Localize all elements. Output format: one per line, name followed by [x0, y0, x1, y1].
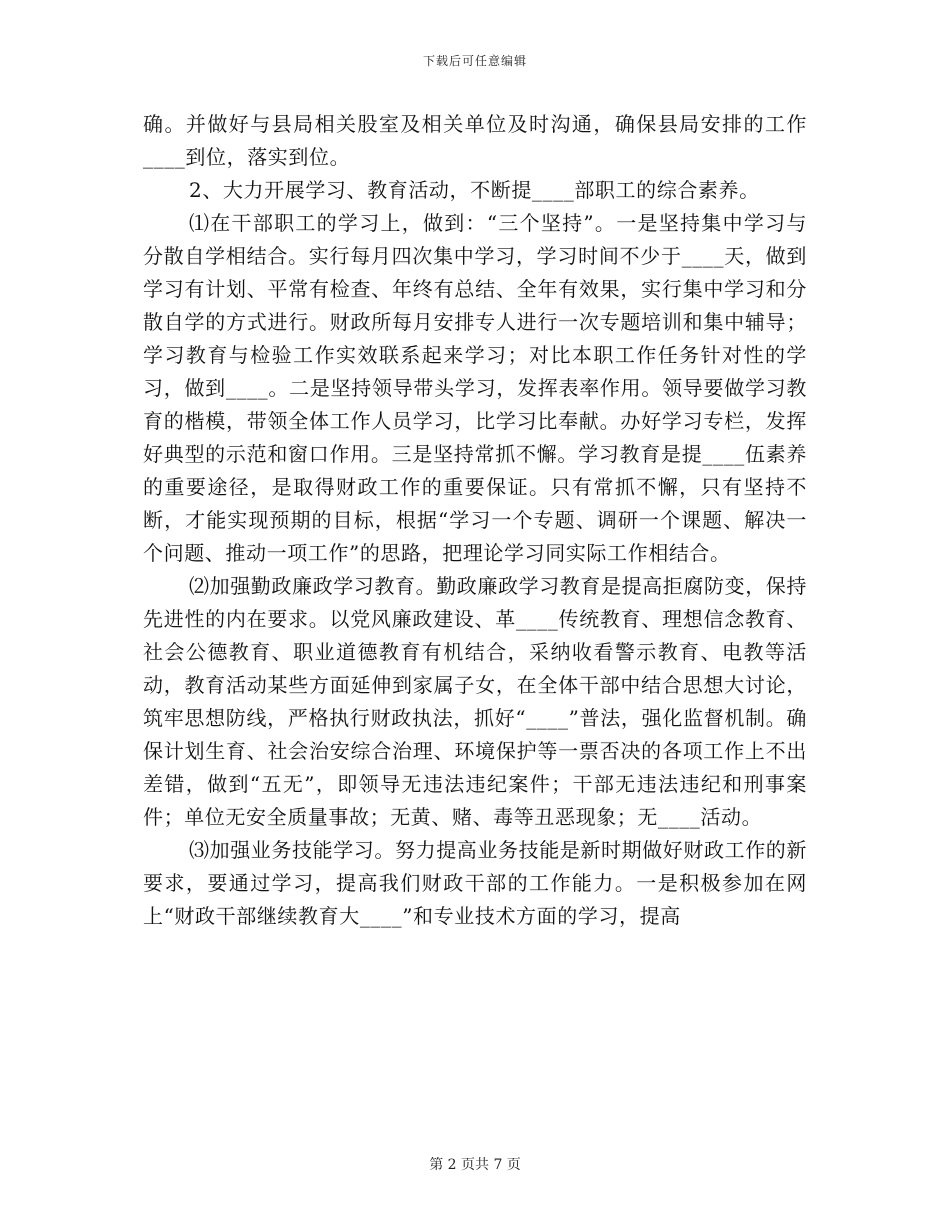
paragraph-item-2: ⑵加强勤政廉政学习教育。勤政廉政学习教育是提高拒腐防变，保持先进性的内在要求。以党风廉政建设、革____传统教育、理想信念教育、社会公德教育、职业道德教育有机结合，采纳收看警示教育、电教等活动，教育活动某些方面延伸到家属子女，在全体干部中结合思想大讨论，筑牢思想防线，严格执行财政执法，抓好“____”普法，强化监督机制。确保计划生育、社会治安综合治理、环境保护等一票否决的各项工作上不出差错，做到“五无”，即领导无违法违纪案件；干部无违法违纪和刑事案件；单位无安全质量事故；无黄、赌、毒等丑恶现象；无____活动。	[143, 574, 807, 829]
paragraph-section-2: 2、大力开展学习、教育活动，不断提____部职工的综合素养。	[189, 178, 760, 202]
page-header: 下载后可任意编辑	[422, 54, 527, 68]
page-number: 第 2 页共 7 页	[429, 1157, 521, 1173]
paragraph-item-3: ⑶加强业务技能学习。努力提高业务技能是新时期做好财政工作的新要求，要通过学习，提高我们财政干部的工作能力。一是积极参加在网上“财政干部继续教育大____”和专业技术方面的学习，提高	[143, 838, 807, 928]
paragraph-continuation: 确。并做好与县局相关股室及相关单位及时沟通，确保县局安排的工作____到位，落实到位。	[143, 112, 807, 169]
document-body	[143, 108, 807, 933]
paragraph-item-1: ⑴在干部职工的学习上，做到：“三个坚持”。一是坚持集中学习与分散自学相结合。实行每月四次集中学习，学习时间不少于____天，做到学习有计划、平常有检查、年终有总结、全年有效果，实行集中学习和分散自学的方式进行。财政所每月安排专人进行一次专题培训和集中辅导；学习教育与检验工作实效联系起来学习；对比本职工作任务针对性的学习，做到____。二是坚持领导带头学习，发挥表率作用。领导要做学习教育的楷模，带领全体工作人员学习，比学习比奉献。办好学习专栏，发挥好典型的示范和窗口作用。三是坚持常抓不懈。学习教育是提____伍素养的重要途径，是取得财政工作的重要保证。只有常抓不懈，只有坚持不断，才能实现预期的目标，根据“学习一个专题、调研一个课题、解决一个问题、推动一项工作”的思路，把理论学习同实际工作相结合。	[143, 211, 807, 565]
